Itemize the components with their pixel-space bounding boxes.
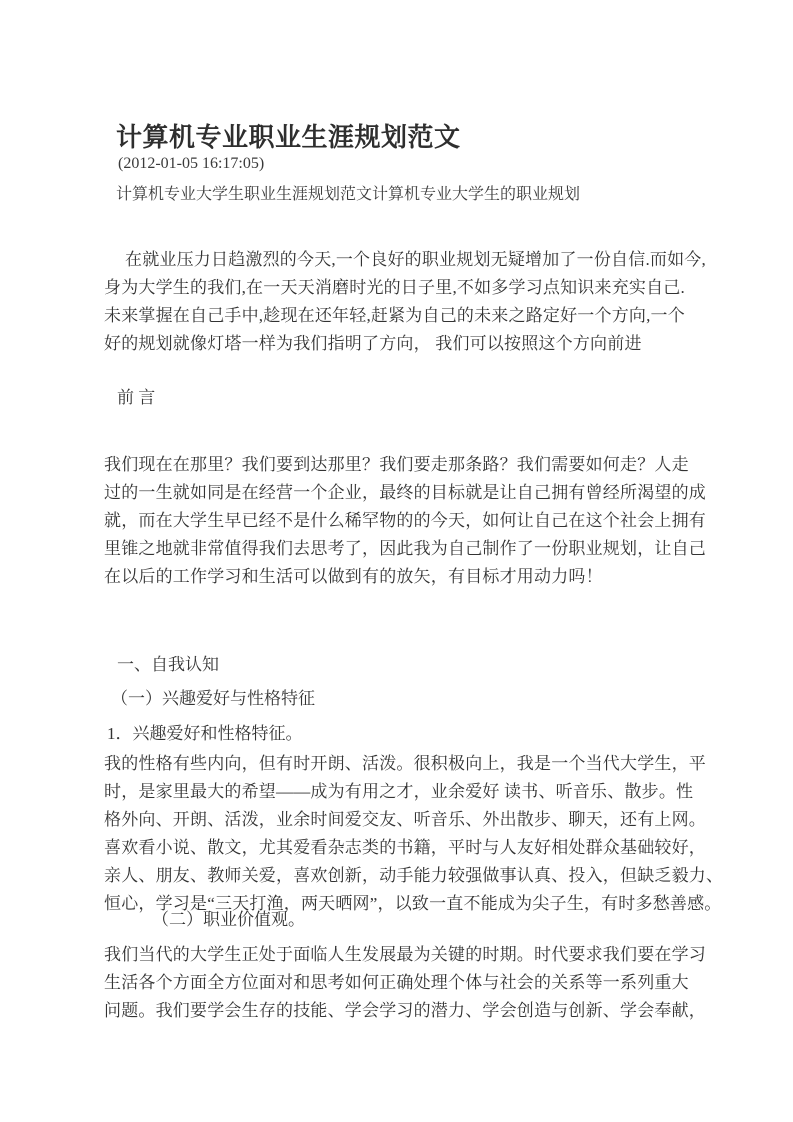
text-line: 问题。我们要学会生存的技能、学会学习的潜力、学会创造与创新、学会奉献， [104, 1001, 706, 1020]
preface-paragraph [104, 451, 706, 591]
text-line: 在以后的工作学习和生活可以做到有的放矢，有目标才用动力吗！ [104, 567, 603, 586]
text-line: 喜欢看小说、散文，尤其爱看杂志类的书籍，平时与人友好相处群众基础较好， [104, 838, 706, 857]
heading-interests-personality: （一）兴趣爱好与性格特征 [111, 689, 315, 708]
values-paragraph [104, 941, 706, 1025]
heading-interests-item: 1．兴趣爱好和性格特征。 [107, 724, 303, 743]
text-line: 在就业压力日趋激烈的今天,一个良好的职业规划无疑增加了一份自信.而如今, [125, 250, 706, 269]
text-line: 我的性格有些内向，但有时开朗、活泼。很积极向上，我是一个当代大学生，平 [104, 754, 706, 773]
text-line: 里锥之地就非常值得我们去思考了，因此我为自己制作了一份职业规划，让自己 [104, 539, 706, 558]
document-title: 计算机专业职业生涯规划范文 [116, 123, 461, 153]
personality-paragraph [104, 750, 723, 918]
preface-heading: 前 言 [117, 388, 156, 407]
heading-career-values: （二）职业价值观。 [152, 910, 305, 929]
text-line: 未来掌握在自己手中,趁现在还年轻,赶紧为自己的未来之路定好一个方向,一个 [104, 306, 685, 325]
heading-self-cognition: 一、自我认知 [117, 655, 219, 674]
text-line: 我们当代的大学生正处于面临人生发展最为关键的时期。时代要求我们要在学习 [104, 945, 706, 964]
text-line: 亲人、朋友、教师关爱，喜欢创新，动手能力较强做事认真、投入，但缺乏毅力、 [104, 866, 724, 885]
document-subtitle: 计算机专业大学生职业生涯规划范文计算机专业大学生的职业规划 [116, 186, 581, 203]
text-line: 好的规划就像灯塔一样为我们指明了方向， 我们可以按照这个方向前进 [104, 334, 642, 353]
publish-timestamp: (2012-01-05 16:17:05) [118, 155, 265, 172]
text-line: 身为大学生的我们,在一天天消磨时光的日子里,不如多学习点知识来充实自己. [104, 278, 685, 297]
text-line: 生活各个方面全方位面对和思考如何正确处理个体与社会的关系等一系列重大 [104, 973, 689, 992]
intro-paragraph [104, 246, 706, 358]
text-line: 过的一生就如同是在经营一个企业，最终的目标就是让自己拥有曾经所渴望的成 [104, 483, 706, 502]
text-line: 恒心，学习是“三天打渔，两天晒网”，以致一直不能成为尖子生，有时多愁善感。 [104, 894, 722, 913]
text-line: 就，而在大学生早已经不是什么稀罕物的的今天，如何让自己在这个社会上拥有 [104, 511, 706, 530]
text-line: 格外向、开朗、活泼，业余时间爱交友、听音乐、外出散步、聊天，还有上网。 [104, 810, 706, 829]
text-line: 时，是家里最大的希望——成为有用之才，业余爱好 读书、听音乐、散步。性 [104, 782, 694, 801]
text-line: 我们现在在那里？我们要到达那里？我们要走那条路？我们需要如何走？人走 [104, 455, 689, 474]
